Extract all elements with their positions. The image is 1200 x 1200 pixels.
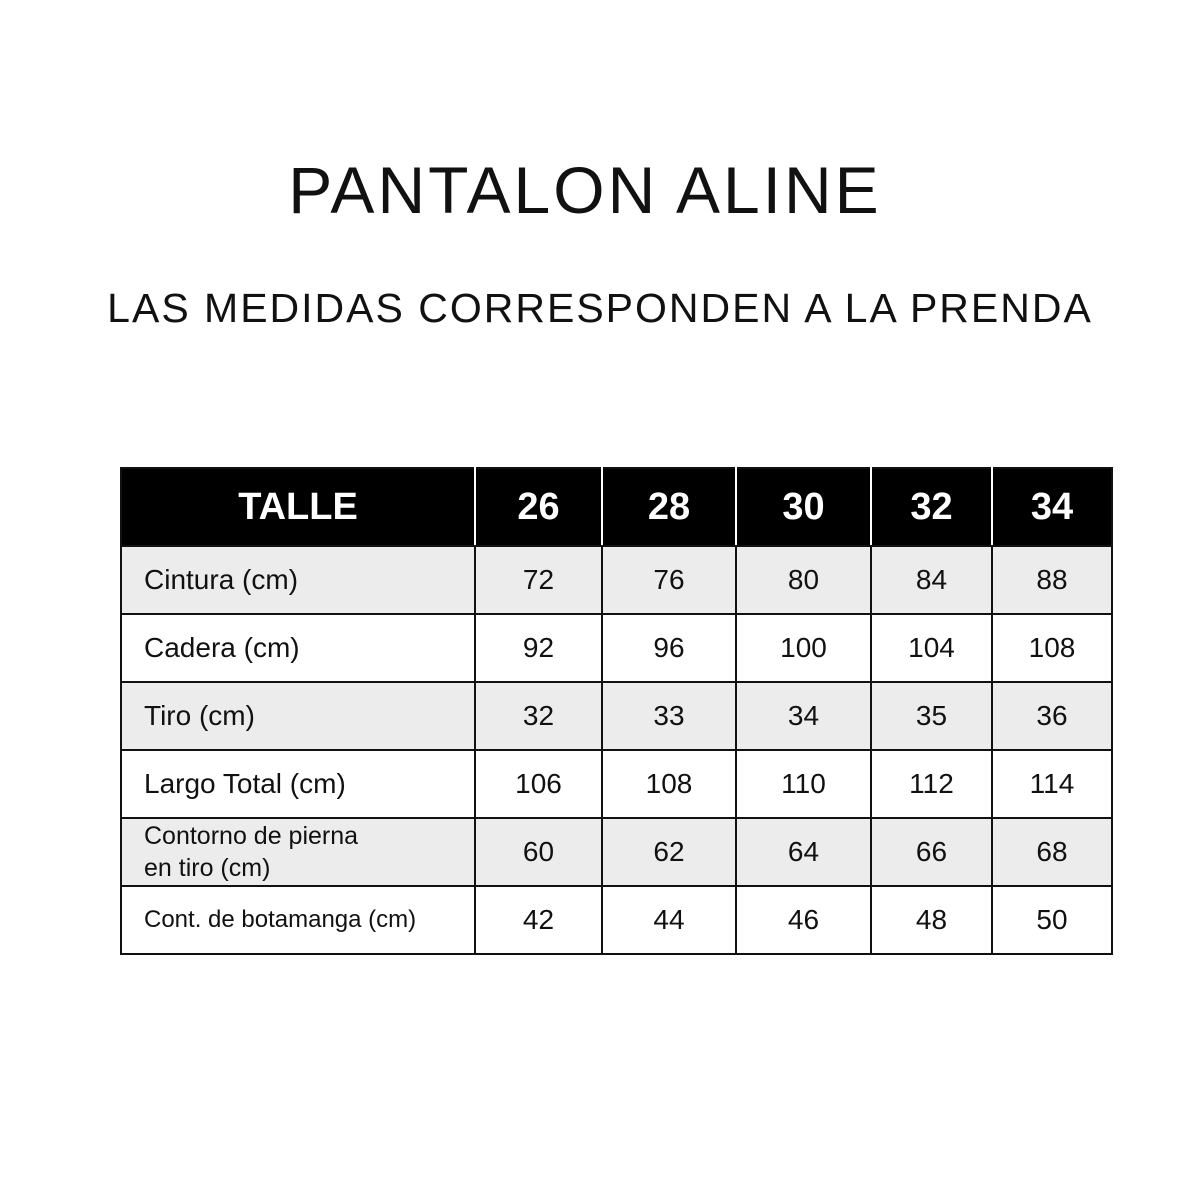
value-cell: 104 (871, 614, 992, 682)
value-cell: 46 (736, 886, 871, 954)
table-row (121, 546, 1112, 614)
row-label-cell: Cintura (cm) (121, 546, 475, 614)
value-cell: 32 (475, 682, 602, 750)
header-label-cell: TALLE (121, 468, 475, 546)
table-row (121, 682, 1112, 750)
value-cell: 35 (871, 682, 992, 750)
value-cell: 106 (475, 750, 602, 818)
value-cell: 34 (736, 682, 871, 750)
row-label-cell: Largo Total (cm) (121, 750, 475, 818)
table-row (121, 886, 1112, 954)
header-size-cell: 32 (871, 468, 992, 546)
value-cell: 50 (992, 886, 1112, 954)
table-row (121, 818, 1112, 886)
page-title: PANTALON ALINE (288, 153, 882, 227)
row-label-line: en tiro (cm) (144, 854, 271, 882)
value-cell: 96 (602, 614, 736, 682)
header-size-cell: 30 (736, 468, 871, 546)
value-cell: 68 (992, 818, 1112, 886)
value-cell: 66 (871, 818, 992, 886)
value-cell: 88 (992, 546, 1112, 614)
value-cell: 108 (992, 614, 1112, 682)
value-cell: 110 (736, 750, 871, 818)
value-cell: 33 (602, 682, 736, 750)
row-label-line: Contorno de pierna (144, 822, 359, 850)
page-subtitle: LAS MEDIDAS CORRESPONDEN A LA PRENDA (107, 285, 1093, 331)
value-cell: 108 (602, 750, 736, 818)
value-cell: 42 (475, 886, 602, 954)
value-cell: 112 (871, 750, 992, 818)
value-cell: 72 (475, 546, 602, 614)
value-cell: 80 (736, 546, 871, 614)
header-size-cell: 26 (475, 468, 602, 546)
row-label-cell: Cadera (cm) (121, 614, 475, 682)
header-size-cell: 34 (992, 468, 1112, 546)
row-label-cell (121, 818, 475, 886)
value-cell: 92 (475, 614, 602, 682)
value-cell: 64 (736, 818, 871, 886)
value-cell: 84 (871, 546, 992, 614)
value-cell: 114 (992, 750, 1112, 818)
value-cell: 62 (602, 818, 736, 886)
value-cell: 60 (475, 818, 602, 886)
value-cell: 76 (602, 546, 736, 614)
value-cell: 44 (602, 886, 736, 954)
table-header-row (121, 468, 1112, 546)
header-size-cell: 28 (602, 468, 736, 546)
row-label-cell: Tiro (cm) (121, 682, 475, 750)
value-cell: 100 (736, 614, 871, 682)
row-label-cell: Cont. de botamanga (cm) (121, 886, 475, 954)
table-row (121, 750, 1112, 818)
size-chart-table (120, 467, 1113, 955)
table-row (121, 614, 1112, 682)
value-cell: 48 (871, 886, 992, 954)
value-cell: 36 (992, 682, 1112, 750)
